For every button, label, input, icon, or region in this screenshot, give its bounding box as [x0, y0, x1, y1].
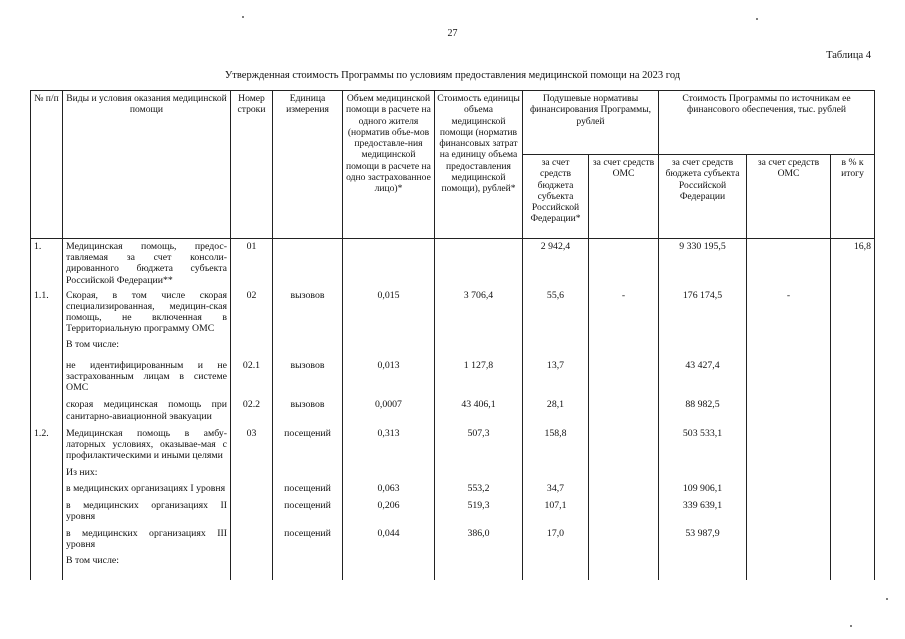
table-subheading-row [31, 553, 875, 580]
document-title: Утвержденная стоимость Программы по условиям предоставления медицинской помощи на 2023 год [224, 70, 681, 81]
cell-percent [831, 553, 875, 580]
cell-num [31, 352, 63, 396]
cell-unit: посещений [273, 481, 343, 496]
cell-per-capita-oms [589, 337, 659, 352]
cell-cost-unit [435, 337, 523, 352]
cell-row-no [231, 481, 273, 496]
cell-row-no [231, 524, 273, 552]
cell-unit [273, 553, 343, 580]
cell-percent [831, 352, 875, 396]
cell-per-capita-budget [523, 337, 589, 352]
cell-num [31, 496, 63, 524]
cell-percent [831, 463, 875, 480]
cell-unit: вызовов [273, 288, 343, 337]
cell-cost-oms [747, 337, 831, 352]
cell-row-no [231, 553, 273, 580]
cell-kind: в медицинских организациях III уровня [63, 524, 231, 552]
cell-cost-unit [435, 553, 523, 580]
cell-row-no [231, 337, 273, 352]
header-per-capita-budget: за счет средств бюджета субъекта Российской Федерации* [523, 155, 589, 239]
header-cost-oms: за счет средств ОМС [747, 155, 831, 239]
table-subheading-row [31, 337, 875, 352]
cell-cost-unit: 1 127,8 [435, 352, 523, 396]
cell-per-capita-oms: - [589, 288, 659, 337]
cell-kind: Скорая, в том числе скорая специализированная, медицин-ская помощь, не включенная в Территориальную программу ОМС [63, 288, 231, 337]
cell-cost-oms [747, 463, 831, 480]
cell-row-no: 02.1 [231, 352, 273, 396]
cell-row-no [231, 463, 273, 480]
cell-kind: скорая медицинская помощь при санитарно-авиационной эвакуации [63, 395, 231, 423]
cell-cost-oms [747, 239, 831, 288]
cell-cost-oms [747, 395, 831, 423]
cell-cost-unit: 507,3 [435, 424, 523, 464]
cell-unit: вызовов [273, 352, 343, 396]
cell-per-capita-budget [523, 553, 589, 580]
cell-volume: 0,013 [343, 352, 435, 396]
cell-volume: 0,313 [343, 424, 435, 464]
cell-row-no: 01 [231, 239, 273, 288]
cell-unit: посещений [273, 424, 343, 464]
table-row [31, 239, 875, 288]
cell-cost-budget: 43 427,4 [659, 352, 747, 396]
cell-per-capita-oms [589, 524, 659, 552]
header-unit: Единица измерения [273, 91, 343, 239]
cell-cost-unit: 43 406,1 [435, 395, 523, 423]
cell-kind: Медицинская помощь, предос-тавляемая за счет консоли-дированного бюджета субъекта Российской Федерации** [63, 239, 231, 288]
cell-num [31, 395, 63, 423]
cell-volume: 0,063 [343, 481, 435, 496]
header-row-no: Номер строки [231, 91, 273, 239]
cell-per-capita-budget [523, 463, 589, 480]
header-cost-percent: в % к итогу [831, 155, 875, 239]
cell-cost-budget: 53 987,9 [659, 524, 747, 552]
cell-subheading: Из них: [63, 463, 231, 480]
cell-percent [831, 524, 875, 552]
header-kind: Виды и условия оказания медицинской помощи [63, 91, 231, 239]
header-cost-budget: за счет средств бюджета субъекта Российской Федерации [659, 155, 747, 239]
table-subheading-row [31, 463, 875, 480]
cell-kind: Медицинская помощь в амбу-латорных условиях, оказывае-мая с профилактическими и иными целями [63, 424, 231, 464]
cell-per-capita-oms [589, 395, 659, 423]
cell-cost-unit: 553,2 [435, 481, 523, 496]
cell-unit [273, 239, 343, 288]
header-program-cost: Стоимость Программы по источникам ее финансового обеспечения, тыс. рублей [659, 91, 875, 155]
cell-per-capita-oms [589, 239, 659, 288]
cell-cost-budget: 109 906,1 [659, 481, 747, 496]
cell-cost-budget: 503 533,1 [659, 424, 747, 464]
cell-cost-budget: 339 639,1 [659, 496, 747, 524]
cell-unit [273, 463, 343, 480]
cell-row-no: 02.2 [231, 395, 273, 423]
cell-cost-budget: 88 982,5 [659, 395, 747, 423]
cell-per-capita-oms [589, 496, 659, 524]
cell-per-capita-budget: 28,1 [523, 395, 589, 423]
cell-subheading: В том числе: [63, 553, 231, 580]
cell-row-no: 02 [231, 288, 273, 337]
cell-cost-unit [435, 463, 523, 480]
cell-volume: 0,206 [343, 496, 435, 524]
cell-num [31, 481, 63, 496]
cell-per-capita-oms [589, 481, 659, 496]
table-row [31, 395, 875, 423]
cell-unit: вызовов [273, 395, 343, 423]
page-number: 27 [447, 28, 458, 39]
cell-cost-budget: 176 174,5 [659, 288, 747, 337]
cell-percent [831, 424, 875, 464]
cell-percent [831, 496, 875, 524]
header-per-capita: Подушевые нормативы финансирования Программы, рублей [523, 91, 659, 155]
table-body [31, 239, 875, 580]
cell-kind: в медицинских организациях I уровня [63, 481, 231, 496]
cell-volume: 0,015 [343, 288, 435, 337]
cell-per-capita-oms [589, 463, 659, 480]
table-row [31, 496, 875, 524]
cell-num: 1.1. [31, 288, 63, 337]
cell-percent [831, 288, 875, 337]
cell-per-capita-budget: 13,7 [523, 352, 589, 396]
cell-percent [831, 395, 875, 423]
cell-num [31, 524, 63, 552]
cell-num [31, 463, 63, 480]
cell-unit: посещений [273, 524, 343, 552]
table-row [31, 481, 875, 496]
cell-per-capita-oms [589, 352, 659, 396]
table-row [31, 288, 875, 337]
cell-num: 1.2. [31, 424, 63, 464]
cell-cost-budget [659, 463, 747, 480]
cell-cost-oms [747, 553, 831, 580]
cell-volume [343, 553, 435, 580]
cell-per-capita-budget: 17,0 [523, 524, 589, 552]
cell-cost-oms [747, 352, 831, 396]
cell-cost-unit [435, 239, 523, 288]
cell-unit [273, 337, 343, 352]
scan-speck [242, 16, 244, 18]
cell-cost-unit: 519,3 [435, 496, 523, 524]
cell-cost-budget [659, 553, 747, 580]
cell-row-no: 03 [231, 424, 273, 464]
cell-cost-oms: - [747, 288, 831, 337]
cell-cost-oms [747, 424, 831, 464]
cell-num [31, 553, 63, 580]
cell-cost-oms [747, 496, 831, 524]
header-num: № п/п [31, 91, 63, 239]
cell-volume [343, 337, 435, 352]
scan-speck [850, 625, 852, 627]
table-label: Таблица 4 [826, 50, 871, 61]
cell-per-capita-budget: 55,6 [523, 288, 589, 337]
cell-per-capita-budget: 34,7 [523, 481, 589, 496]
table-row [31, 524, 875, 552]
cell-per-capita-oms [589, 553, 659, 580]
cell-per-capita-oms [589, 424, 659, 464]
cell-num: 1. [31, 239, 63, 288]
cell-cost-oms [747, 524, 831, 552]
cell-cost-budget: 9 330 195,5 [659, 239, 747, 288]
cost-table [30, 90, 875, 580]
cell-volume: 0,0007 [343, 395, 435, 423]
cell-per-capita-budget: 107,1 [523, 496, 589, 524]
cell-num [31, 337, 63, 352]
cell-cost-budget [659, 337, 747, 352]
cell-percent: 16,8 [831, 239, 875, 288]
cell-subheading: В том числе: [63, 337, 231, 352]
cell-percent [831, 337, 875, 352]
scan-speck [756, 18, 758, 20]
header-per-capita-oms: за счет средств ОМС [589, 155, 659, 239]
cell-unit: посещений [273, 496, 343, 524]
cell-kind: в медицинских организациях II уровня [63, 496, 231, 524]
cell-percent [831, 481, 875, 496]
cell-kind: не идентифицированным и не застрахованным лицам в системе ОМС [63, 352, 231, 396]
cell-row-no [231, 496, 273, 524]
cell-volume [343, 239, 435, 288]
header-cost-unit: Стоимость единицы объема медицинской помощи (норматив финансовых затрат на единицу объема предоставления медицинской помощи), рублей* [435, 91, 523, 239]
cell-cost-unit: 386,0 [435, 524, 523, 552]
cell-cost-unit: 3 706,4 [435, 288, 523, 337]
scan-speck [886, 598, 888, 600]
cell-per-capita-budget: 2 942,4 [523, 239, 589, 288]
table-row [31, 352, 875, 396]
cell-cost-oms [747, 481, 831, 496]
cell-volume: 0,044 [343, 524, 435, 552]
cell-volume [343, 463, 435, 480]
cell-per-capita-budget: 158,8 [523, 424, 589, 464]
header-volume: Объем медицинской помощи в расчете на одного жителя (норматив объе-мов предоставле-ния медицинской помощи в расчете на одно застрахованное лицо)* [343, 91, 435, 239]
table-row [31, 424, 875, 464]
